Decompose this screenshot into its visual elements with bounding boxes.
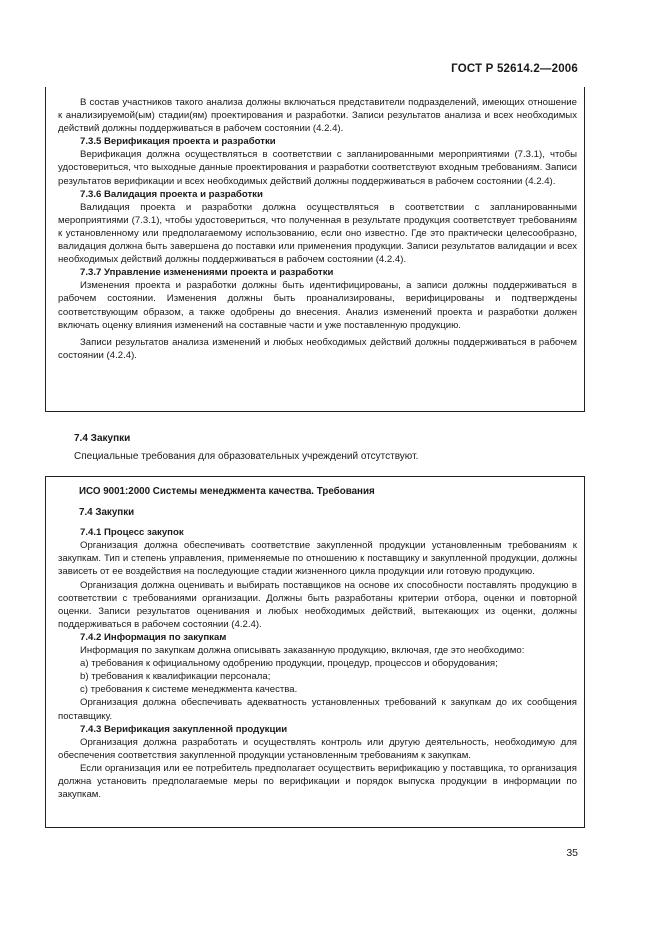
paragraph: Информация по закупкам должна описывать заказанную продукцию, включая, где это необходимо: — [80, 645, 525, 657]
section-heading-7-4-3: 7.4.3 Верификация закупленной продукции — [80, 723, 288, 735]
standard-quote-box — [45, 476, 585, 828]
paragraph: Организация должна обеспечивать соответствие закупленной продукции установленным требованиям к закупкам. Тип и степень управления, применяемые по отношению к поставщику и закупленной продукции, должны зависеть от ее воздействия на последующие стадии жизненного цикла продукции или готовую продукцию. — [58, 540, 577, 578]
paragraph: Организация должна оценивать и выбирать поставщиков на основе их способности поставлять продукцию в соответствии с требованиями организации. Должны быть разработаны критерии отбора, оценки и повторной оценки. Записи результатов оценивания и любых необходимых действий, вытекающих из оценки, должны поддерживаться в рабочем состоянии (4.2.4). — [58, 579, 577, 630]
document-code: ГОСТ Р 52614.2—2006 — [451, 63, 578, 75]
paragraph: Валидация проекта и разработки должна осуществляться в соответствии с запланированными мероприятиями (7.3.1), чтобы удостовериться, что полученная в результате продукция соответствует требованиям к установленному или предполагаемому использованию, если оно известно. Где это практически целесообразно, валидация должна быть завершена до поставки или применения продукции. Записи результатов валидации и всех необходимых действий должны поддерживаться в рабочем состоянии (4.2.4). — [58, 201, 577, 266]
paragraph: Если организация или ее потребитель предполагает осуществить верификацию у поставщика, то организация должна установить предполагаемые меры по верификации и порядок выпуска продукции в информации по закупкам. — [58, 762, 577, 801]
list-item: b) требования к квалификации персонала; — [80, 671, 271, 683]
section-heading-7-4-standard: 7.4 Закупки — [79, 507, 135, 519]
paragraph: Верификация должна осуществляться в соответствии с запланированными мероприятиями (7.3.1), чтобы удостовериться, что выходные данные проектирования и разработки соответствуют входным требованиям. Записи результатов верификации и всех необходимых действий должны поддерживаться в рабочем состоянии (4.2.4). — [58, 149, 577, 187]
paragraph: Записи результатов анализа изменений и любых необходимых действий должны поддерживаться в рабочем состоянии (4.2.4). — [58, 336, 577, 361]
list-item: c) требования к системе менеджмента качества. — [80, 684, 298, 696]
paragraph: Организация должна обеспечивать адекватность установленных требований к закупкам до их сообщения поставщику. — [58, 697, 577, 722]
section-text-7-4: Специальные требования для образовательных учреждений отсутствуют. — [74, 451, 419, 462]
section-heading-7-4: 7.4 Закупки — [74, 433, 131, 444]
section-heading-7-3-5: 7.3.5 Верификация проекта и разработки — [80, 136, 276, 148]
page-number: 35 — [566, 847, 578, 859]
section-heading-7-3-7: 7.3.7 Управление изменениями проекта и разработки — [80, 267, 334, 279]
box-title: ИСО 9001:2000 Системы менеджмента качества. Требования — [79, 486, 375, 497]
standard-quote-box-continued — [45, 87, 585, 412]
paragraph: В состав участников такого анализа должны включаться представители подразделений, имеющих отношение к анализируемой(ым) стадии(ям) проектирования и разработки. Записи результатов анализа и всех необходимых действий должны поддерживаться в рабочем состоянии (4.2.4). — [58, 97, 577, 135]
section-heading-7-4-2: 7.4.2 Информация по закупкам — [80, 631, 227, 643]
paragraph: Изменения проекта и разработки должны быть идентифицированы, а записи должны поддерживаться в рабочем состоянии. Изменения должны быть проанализированы, верифицированы и подтверждены соответствующим образом, а также одобрены до внесения. Анализ изменений проекта и разработки должен включать оценку влияния изменений на составные части и уже поставленную продукцию. — [58, 280, 577, 331]
paragraph: Организация должна разработать и осуществлять контроль или другую деятельность, необходимую для обеспечения соответствия закупленной продукции установленным требованиям к закупкам. — [58, 736, 577, 761]
section-heading-7-4-1: 7.4.1 Процесс закупок — [80, 527, 184, 539]
section-heading-7-3-6: 7.3.6 Валидация проекта и разработки — [80, 188, 263, 200]
list-item: a) требования к официальному одобрению продукции, процедур, процессов и оборудования; — [80, 658, 498, 670]
